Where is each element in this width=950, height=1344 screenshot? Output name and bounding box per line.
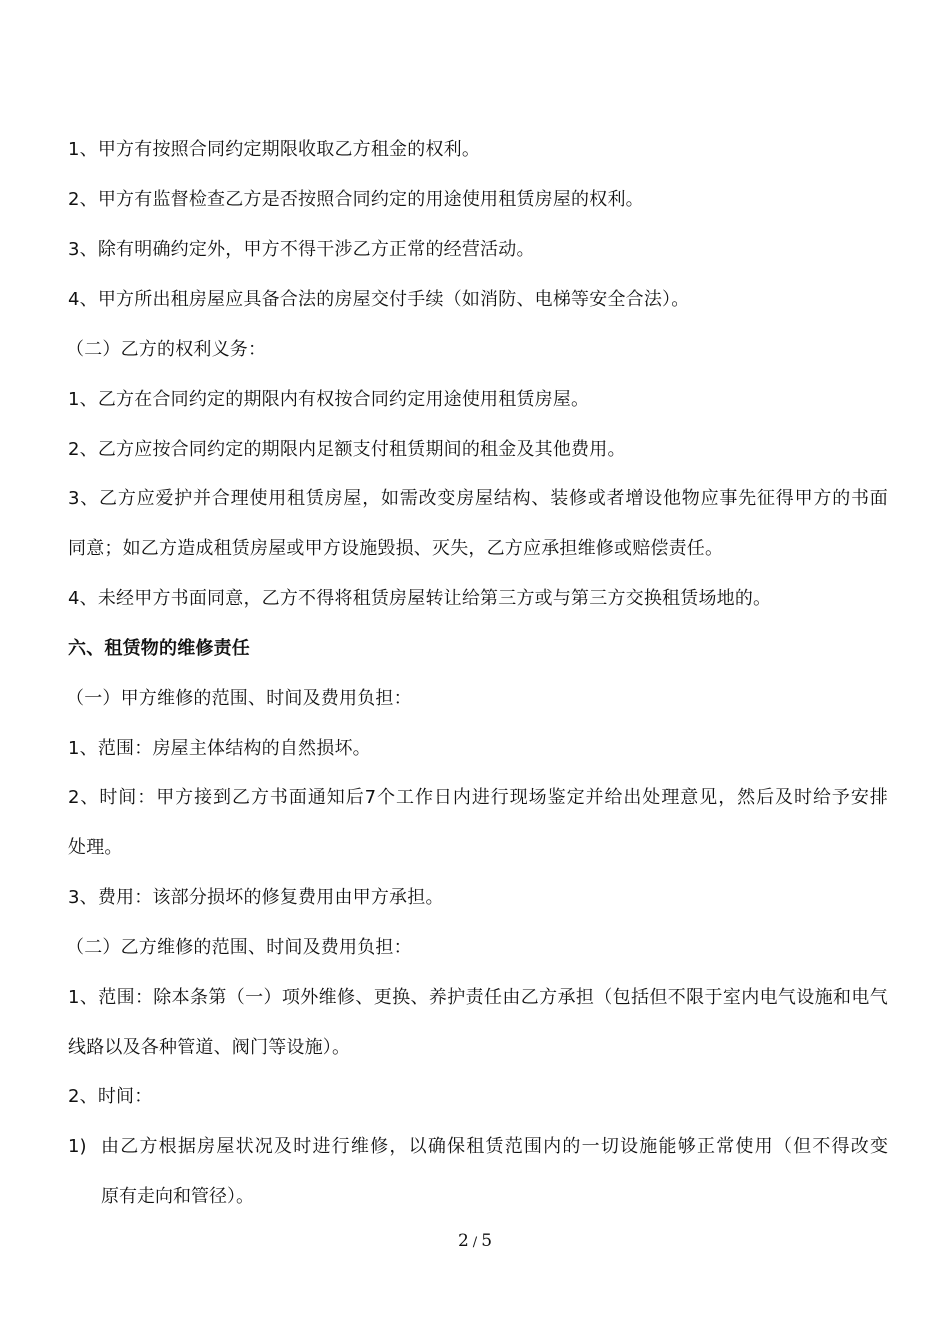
clause-line-11: 3、费用：该部分损坏的修复费用由甲方承担。 bbox=[68, 887, 444, 908]
subsection-heading-party-b: （二）乙方的权利义务： bbox=[66, 339, 267, 360]
clause-line-1: 1、甲方有按照合同约定期限收取乙方租金的权利。 bbox=[68, 139, 481, 160]
section-heading-maintenance: 六、租赁物的维修责任 bbox=[68, 638, 250, 659]
clause-line-12-cont: 线路以及各种管道、阀门等设施）。 bbox=[68, 1037, 351, 1058]
total-page-number: 5 bbox=[481, 1231, 493, 1251]
clause-line-5: 1、乙方在合同约定的期限内有权按合同约定用途使用租赁房屋。 bbox=[68, 389, 590, 410]
clause-line-4: 4、甲方所出租房屋应具备合法的房屋交付手续（如消防、电梯等安全合法）。 bbox=[68, 289, 690, 310]
page-number bbox=[0, 1229, 950, 1255]
current-page-number: 2 bbox=[457, 1231, 469, 1251]
clause-line-12: 1、范围：除本条第（一）项外维修、更换、养护责任由乙方承担（包括但不限于室内电气设施和电气 bbox=[68, 987, 888, 1008]
clause-line-7-cont: 同意；如乙方造成租赁房屋或甲方设施毁损、灭失，乙方应承担维修或赔偿责任。 bbox=[68, 538, 724, 559]
subsection-heading-party-b-maintenance: （二）乙方维修的范围、时间及费用负担： bbox=[66, 937, 412, 958]
clause-line-7: 3、乙方应爱护并合理使用租赁房屋，如需改变房屋结构、装修或者增设他物应事先征得甲方的书面 bbox=[68, 488, 888, 509]
numbered-item-marker: 1) bbox=[68, 1136, 87, 1157]
page-separator: / bbox=[472, 1235, 478, 1250]
numbered-item-text: 由乙方根据房屋状况及时进行维修，以确保租赁范围内的一切设施能够正常使用（但不得改变 bbox=[101, 1136, 888, 1157]
clause-line-8: 4、未经甲方书面同意，乙方不得将租赁房屋转让给第三方或与第三方交换租赁场地的。 bbox=[68, 588, 772, 609]
clause-line-6: 2、乙方应按合同约定的期限内足额支付租赁期间的租金及其他费用。 bbox=[68, 439, 626, 460]
clause-line-13: 2、时间： bbox=[68, 1086, 153, 1107]
clause-line-10: 2、时间：甲方接到乙方书面通知后7个工作日内进行现场鉴定并给出处理意见，然后及时给予安排 bbox=[68, 787, 888, 808]
clause-line-10-cont: 处理。 bbox=[68, 837, 123, 858]
clause-line-9: 1、范围：房屋主体结构的自然损坏。 bbox=[68, 738, 371, 759]
subsection-heading-party-a-maintenance: （一）甲方维修的范围、时间及费用负担： bbox=[66, 688, 412, 709]
clause-line-2: 2、甲方有监督检查乙方是否按照合同约定的用途使用租赁房屋的权利。 bbox=[68, 189, 644, 210]
numbered-item-text-cont: 原有走向和管径）。 bbox=[101, 1186, 254, 1207]
clause-line-3: 3、除有明确约定外，甲方不得干涉乙方正常的经营活动。 bbox=[68, 239, 535, 260]
